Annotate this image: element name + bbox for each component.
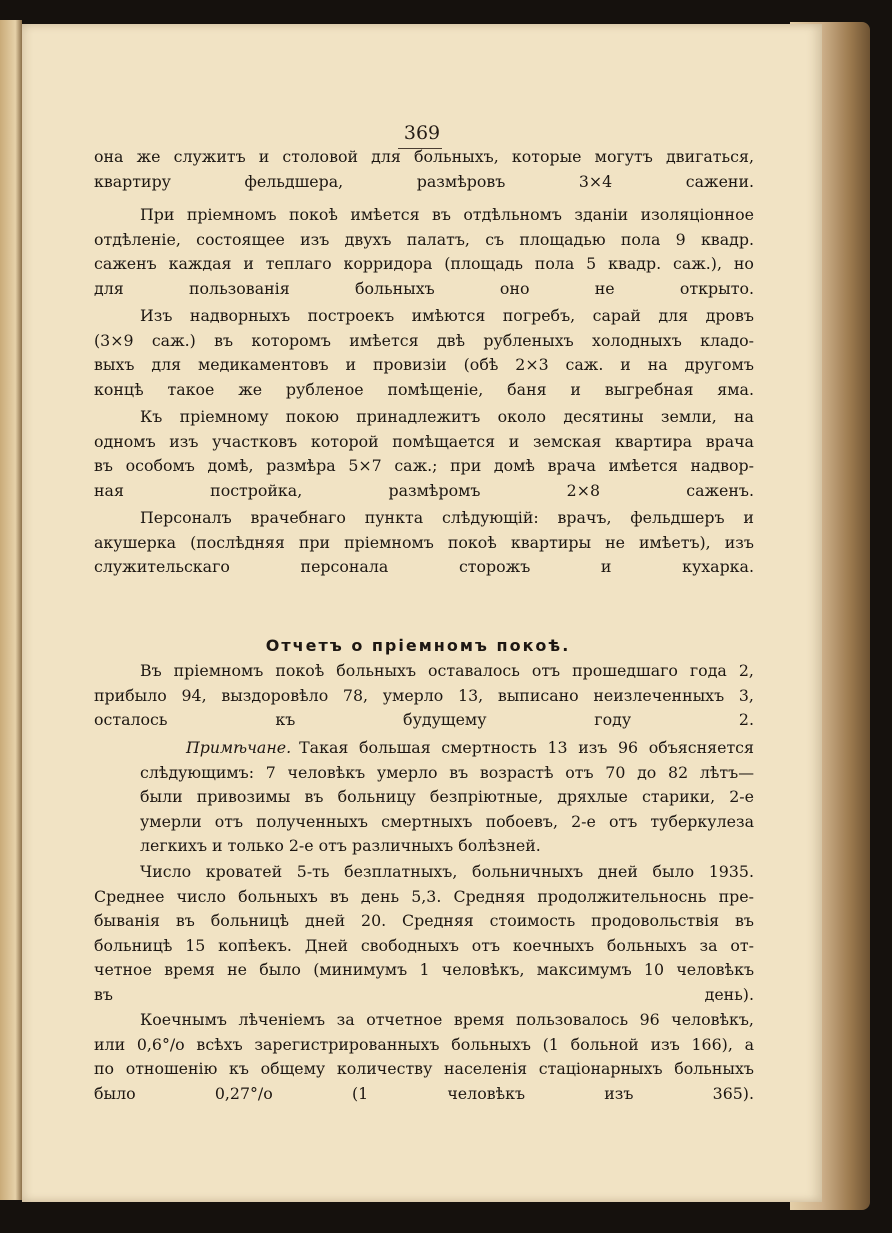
note-paragraph (140, 736, 754, 859)
note-first-line (140, 736, 754, 761)
text-line: было 0,27°/о (1 человѣкъ изъ 365). (94, 1083, 754, 1103)
paragraph-7 (94, 860, 754, 1007)
paragraph-8 (94, 1008, 754, 1106)
text-line: (3×9 саж.) въ которомъ имѣется двѣ рубленыхъ холодныхъ кладо- (94, 330, 754, 350)
text-line: Такая большая смертность 13 изъ 96 объясняется (299, 738, 754, 757)
text-line: прибыло 94, выздоровѣло 78, умерло 13, выписано неизлеченныхъ 3, (94, 685, 754, 705)
previous-page-edge (0, 20, 22, 1200)
text-line: акушерка (послѣдняя при пріемномъ покоѣ квартиры не имѣетъ), изъ (94, 532, 754, 552)
text-line: саженъ каждая и теплаго корридора (площадь пола 5 квадр. саж.), но (94, 254, 754, 273)
text-line: для пользованія больныхъ оно не открыто. (94, 278, 754, 298)
text-line: Персоналъ врачебнаго пункта слѣдующій: врачъ, фельдшеръ и (140, 508, 754, 527)
text-line: она же служитъ и столовой для больныхъ, которые могутъ двигаться, (94, 147, 754, 166)
text-line: выхъ для медикаментовъ и провизіи (обѣ 2×3 саж. и на другомъ (94, 355, 754, 374)
text-line: легкихъ и только 2-е отъ различныхъ болѣзней. (140, 836, 541, 855)
text-line: Въ пріемномъ покоѣ больныхъ оставалось отъ прошедшаго года 2, (140, 661, 754, 680)
paragraph-3 (94, 304, 754, 402)
section-heading: Отчетъ о пріемномъ покоѣ. (265, 636, 571, 655)
book-page (22, 24, 822, 1202)
text-line: больницѣ 15 копѣекъ. Дней свободныхъ отъ коечныхъ больныхъ за от- (94, 935, 754, 955)
text-line: Коечнымъ лѣченіемъ за отчетное время пользовалось 96 человѣкъ, (140, 1010, 754, 1029)
text-line: слѣдующимъ: 7 человѣкъ умерло въ возрастѣ отъ 70 до 82 лѣтъ— (140, 762, 754, 782)
text-line: концѣ такое же рубленое помѣщеніе, баня и выгребная яма. (94, 379, 754, 399)
text-line: Къ пріемному покою принадлежитъ около десятины земли, на (140, 407, 754, 426)
text-line: по отношенію къ общему количеству населенія стаціонарныхъ больныхъ (94, 1059, 754, 1078)
text-line: умерли отъ полученныхъ смертныхъ побоевъ, 2-е отъ туберкулеза (140, 811, 754, 831)
paragraph-6 (94, 659, 754, 733)
note-label: Примѣчане. (186, 738, 292, 757)
text-line: Число кроватей 5-ть безплатныхъ, больничныхъ дней было 1935. (140, 862, 754, 881)
text-line: или 0,6°/о всѣхъ зарегистрированныхъ больныхъ (1 больной изъ 166), а (94, 1034, 754, 1054)
text-line: въ день). (94, 984, 754, 1004)
text-line: служительскаго персонала сторожъ и кухарка. (94, 557, 754, 576)
paragraph-1 (94, 145, 754, 194)
page-number: 369 (403, 122, 441, 144)
text-line: четное время не было (минимумъ 1 человѣкъ, максимумъ 10 человѣкъ (94, 960, 754, 979)
text-line: отдѣленіе, состоящее изъ двухъ палатъ, съ площадью пола 9 квадр. (94, 229, 754, 249)
text-line: ная постройка, размѣромъ 2×8 саженъ. (94, 480, 754, 500)
text-line: были привозимы въ больницу безпріютные, дряхлые старики, 2-е (140, 787, 754, 806)
paragraph-2 (94, 203, 754, 301)
paragraph-4 (94, 405, 754, 503)
text-line: одномъ изъ участковъ которой помѣщается и земская квартира врача (94, 431, 754, 451)
paragraph-5 (94, 506, 754, 580)
text-line: Изъ надворныхъ построекъ имѣются погребъ, сарай для дровъ (140, 306, 754, 325)
text-line: Среднее число больныхъ въ день 5,3. Средняя продолжительноснь пре- (94, 886, 754, 906)
text-line: квартиру фельдшера, размѣровъ 3×4 сажени. (94, 171, 754, 191)
text-line: быванія въ больницѣ дней 20. Средняя стоимость продовольствія въ (94, 911, 754, 930)
text-line: осталось къ будущему году 2. (94, 710, 754, 729)
text-line: При пріемномъ покоѣ имѣется въ отдѣльномъ зданіи изоляціонное (140, 205, 754, 224)
text-line: въ особомъ домѣ, размѣра 5×7 саж.; при домѣ врача имѣется надвор- (94, 456, 754, 475)
